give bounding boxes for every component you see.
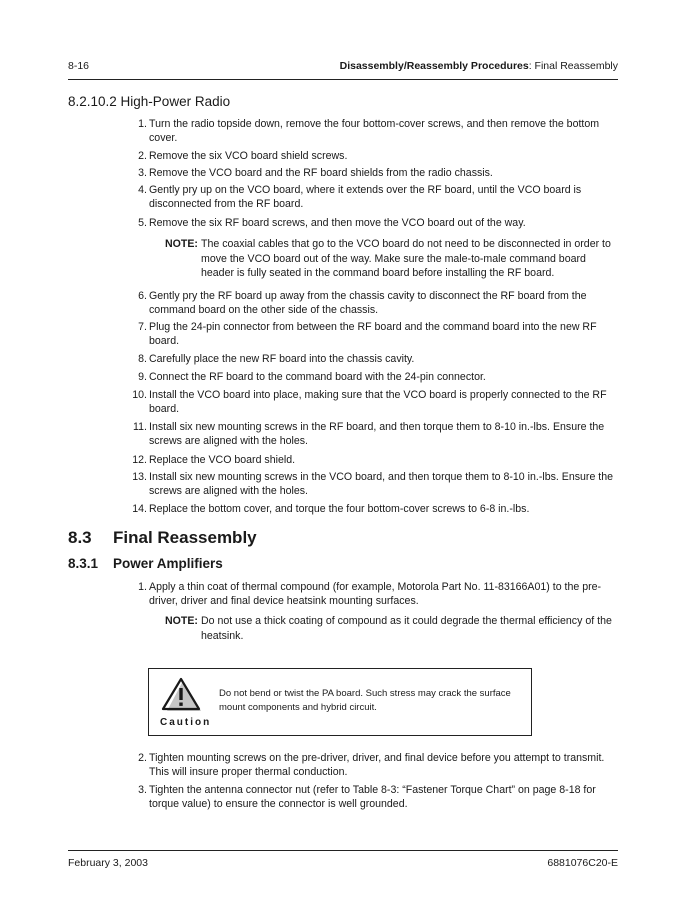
caution-box (148, 668, 532, 736)
list-item (127, 420, 619, 448)
step-number: 1. (138, 581, 147, 593)
note-label: NOTE: (165, 615, 198, 627)
footer-doc-number: 6881076C20-E (547, 857, 618, 869)
page-number: 8-16 (68, 60, 90, 72)
list-item (127, 352, 619, 366)
step-number: 2. (138, 752, 147, 764)
list-item (127, 783, 619, 811)
step-number: 12. (132, 454, 147, 466)
header-title-bold: Disassembly/Reassembly Procedures (339, 60, 529, 72)
list-item (127, 166, 619, 180)
step-text: Remove the six RF board screws, and then move the VCO board out of the way. (149, 217, 526, 229)
list-item (127, 502, 619, 516)
list-item (127, 580, 619, 608)
step-number: 4. (138, 184, 147, 196)
step-text: Replace the bottom cover, and torque the four bottom-cover screws to 6-8 in.-lbs. (149, 503, 530, 515)
step-number: 14. (132, 503, 147, 515)
step-number: 13. (132, 471, 147, 483)
section-heading-high-power-radio: 8.2.10.2 High-Power Radio (68, 94, 231, 109)
list-item (127, 183, 619, 211)
step-number: 3. (138, 167, 147, 179)
list-item (127, 216, 619, 230)
caution-label: Caution (160, 717, 212, 728)
section-title: Final Reassembly (113, 528, 257, 547)
step-text: Remove the VCO board and the RF board shields from the radio chassis. (149, 167, 493, 179)
warning-triangle-icon (161, 677, 201, 711)
header-title-rest: : Final Reassembly (528, 60, 618, 72)
section-heading-final-reassembly (68, 528, 257, 548)
step-number: 1. (138, 118, 147, 130)
note-vco-cables (165, 237, 621, 281)
page-header (68, 60, 618, 76)
step-text: Replace the VCO board shield. (149, 454, 296, 466)
list-item (127, 117, 619, 145)
section-heading-power-amplifiers (68, 556, 223, 571)
step-text: Remove the six VCO board shield screws. (149, 150, 348, 162)
step-number: 11. (133, 421, 147, 433)
step-text: Install six new mounting screws in the VCO board, and then torque them to 8-10 in.-lbs. Ensure the screws are aligned with the holes. (149, 471, 614, 497)
section-number: 8.3 (68, 528, 92, 547)
section-title: Power Amplifiers (113, 556, 223, 571)
list-item (127, 320, 619, 348)
step-text: Carefully place the new RF board into the chassis cavity. (149, 353, 415, 365)
note-label: NOTE: (165, 238, 198, 250)
step-number: 7. (138, 321, 147, 333)
step-number: 6. (138, 290, 147, 302)
list-item (127, 751, 619, 779)
step-text: Connect the RF board to the command board with the 24-pin connector. (149, 371, 486, 383)
step-number: 5. (138, 217, 147, 229)
step-text: Tighten mounting screws on the pre-driver, driver, and final device before you attempt to transmit. This will insure proper thermal conduction. (149, 752, 605, 778)
list-item (127, 149, 619, 163)
list-item (127, 370, 619, 384)
step-text: Gently pry up on the VCO board, where it extends over the RF board, until the VCO board is disconnected from the RF board. (149, 184, 582, 210)
note-text: The coaxial cables that go to the VCO board do not need to be disconnected in order to move the VCO board out of the way. Make sure the male-to-male command board header is fully seated in the command board before installing the RF board. (201, 238, 611, 279)
step-number: 9. (138, 371, 147, 383)
list-item (127, 453, 619, 467)
header-title (340, 60, 618, 72)
step-number: 8. (138, 353, 147, 365)
caution-text: Do not bend or twist the PA board. Such stress may crack the surface mount components and hybrid circuit. (219, 688, 511, 713)
step-text: Apply a thin coat of thermal compound (for example, Motorola Part No. 11-83166A01) to the pre-driver, driver and final device heatsink mounting surfaces. (149, 581, 602, 607)
step-text: Install six new mounting screws in the RF board, and then torque them to 8-10 in.-lbs. Ensure the screws are aligned with the holes. (149, 421, 605, 447)
step-text: Plug the 24-pin connector from between the RF board and the command board into the new RF board. (149, 321, 597, 347)
step-text: Tighten the antenna connector nut (refer to Table 8-3: “Fastener Torque Chart” on page 8-18 for torque value) to ensure the connector is well grounded. (149, 784, 596, 810)
note-text: Do not use a thick coating of compound as it could degrade the thermal efficiency of the heatsink. (201, 615, 612, 642)
step-number: 3. (138, 784, 147, 796)
step-text: Install the VCO board into place, making sure that the VCO board is properly connected to the RF board. (149, 389, 607, 415)
step-text: Gently pry the RF board up away from the chassis cavity to disconnect the RF board from the command board on the other side of the chassis. (149, 290, 587, 316)
header-rule (68, 79, 618, 80)
note-thermal-compound (165, 614, 621, 643)
step-text: Turn the radio topside down, remove the four bottom-cover screws, and then remove the bottom cover. (149, 118, 600, 144)
footer-rule (68, 850, 618, 851)
step-number: 10. (132, 389, 147, 401)
section-number: 8.3.1 (68, 556, 99, 571)
list-item (127, 470, 619, 498)
footer-date: February 3, 2003 (68, 857, 148, 869)
list-item (127, 289, 619, 317)
list-item (127, 388, 619, 416)
step-number: 2. (138, 150, 147, 162)
